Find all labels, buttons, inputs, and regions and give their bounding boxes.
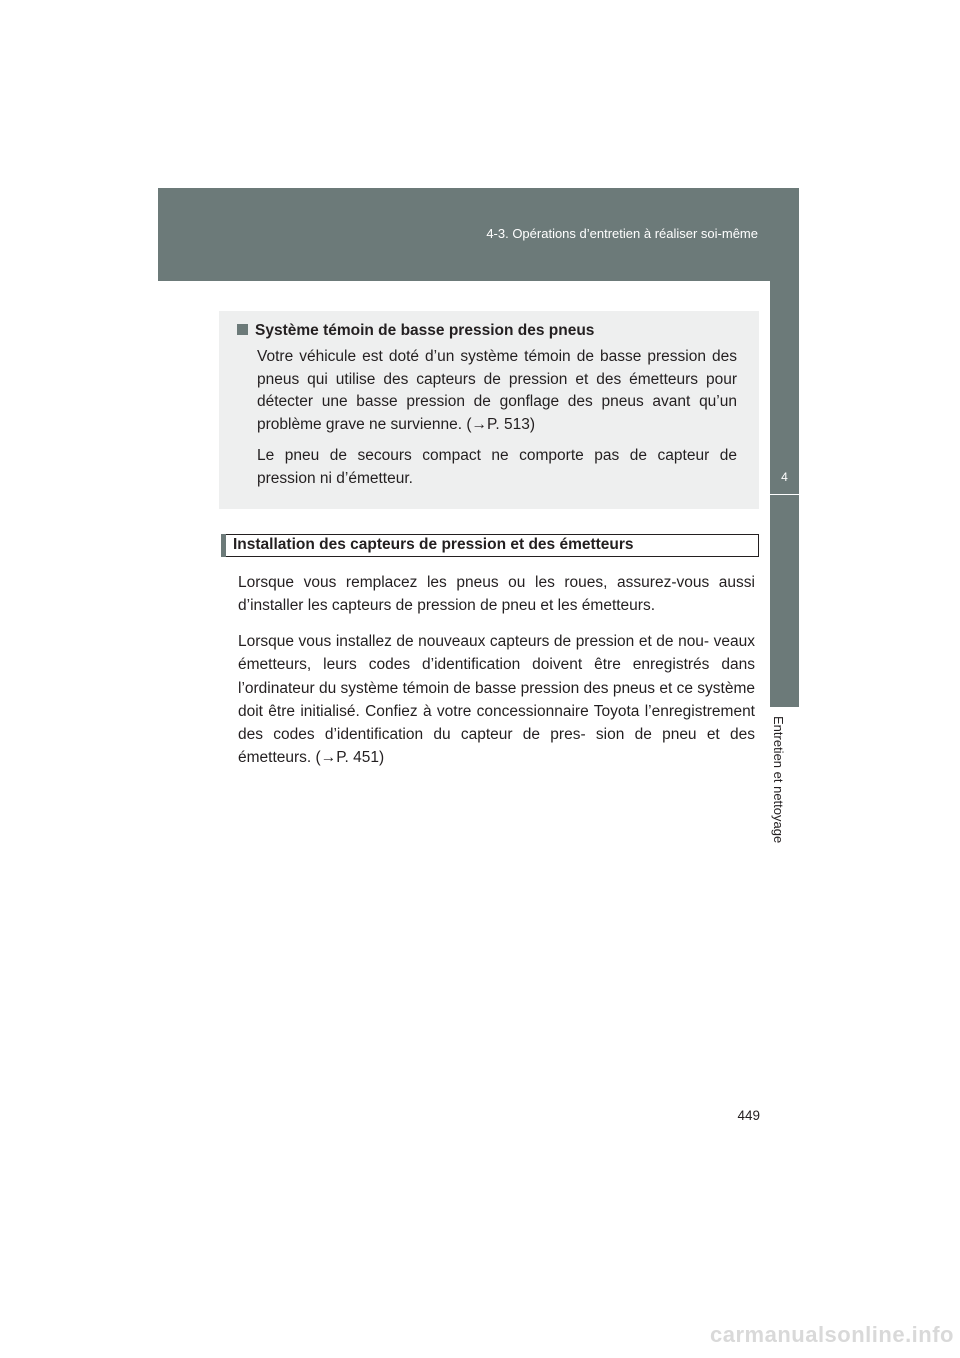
note-paragraph: Le pneu de secours compact ne comporte pas de capteur de pression ni d’émetteur. <box>257 447 737 487</box>
chapter-tab-divider <box>770 494 799 495</box>
chapter-number: 4 <box>781 470 788 484</box>
body-paragraph: Lorsque vous installez de nouveaux capteurs de pression et de nou- veaux émetteurs, leurs codes d’identification doivent être enregistrés dans l’ordinateur du système témoin de basse pression des pneus et ce système doit être initialisé. Confiez à votre concessionnaire Toyota l’enregistrement des codes d’identification du capteur de pres- sion de pneu et des émetteurs. (→P. 451) <box>238 633 755 767</box>
heading-bar <box>221 534 226 557</box>
header-band <box>158 188 799 281</box>
section-heading-text: Installation des capteurs de pression et des émetteurs <box>233 536 634 553</box>
section-label: 4-3. Opérations d’entretien à réaliser soi-même <box>486 226 758 241</box>
watermark: carmanualsonline.info <box>710 1322 954 1347</box>
chapter-title: Entretien et nettoyage <box>771 716 786 844</box>
square-bullet-icon <box>237 324 248 335</box>
note-title-text: Système témoin de basse pression des pneus <box>255 322 595 339</box>
section-heading <box>221 534 759 557</box>
note-title <box>237 322 594 340</box>
body-paragraph: Lorsque vous remplacez les pneus ou les roues, assurez-vous aussi d’installer les capteurs de pression de pneu et les émetteurs. <box>238 574 755 615</box>
info-note-box <box>219 311 759 509</box>
note-paragraph: Votre véhicule est doté d’un système témoin de basse pression des pneus qui utilise des capteurs de pression et des émetteurs pour détecter une basse pression de gonflage des pneus avant qu’un problème grave ne survienne. (→P. 513) <box>257 348 737 433</box>
page-number: 449 <box>737 1108 760 1123</box>
